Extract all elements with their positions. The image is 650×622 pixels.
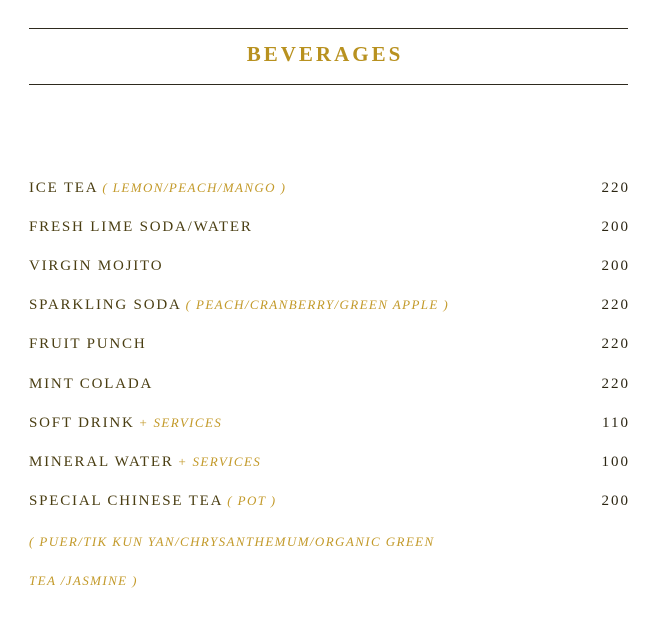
item-price: 220 — [601, 297, 630, 313]
menu-item — [29, 254, 630, 278]
item-name: FRESH LIME SODA/WATER — [29, 219, 253, 235]
item-name: MINT COLADA — [29, 376, 154, 392]
item-name: SOFT DRINK — [29, 415, 135, 431]
menu-item — [29, 450, 630, 474]
item-note: + SERVICES — [177, 454, 262, 469]
item-price: 220 — [601, 376, 630, 392]
item-name: VIRGIN MOJITO — [29, 258, 164, 274]
item-price: 200 — [601, 258, 630, 274]
item-name: MINERAL WATER — [29, 454, 174, 470]
item-name: ICE TEA — [29, 180, 99, 196]
menu-item — [29, 176, 630, 200]
item-note: ( POT ) — [227, 493, 277, 508]
top-divider — [29, 28, 628, 29]
menu-item — [29, 293, 630, 317]
item-name: FRUIT PUNCH — [29, 336, 147, 352]
menu-item — [29, 411, 630, 435]
tea-options-line-2: TEA /JASMINE ) — [29, 573, 138, 588]
item-note: ( LEMON/PEACH/MANGO ) — [102, 180, 287, 195]
tea-options-line-1: ( PUER/TIK KUN YAN/CHRYSANTHEMUM/ORGANIC GREEN — [29, 534, 435, 549]
section-title: BEVERAGES — [246, 42, 404, 66]
bottom-divider — [29, 84, 628, 85]
item-note: ( PEACH/CRANBERRY/GREEN APPLE ) — [185, 297, 450, 312]
menu-item — [29, 372, 630, 396]
item-price: 220 — [601, 180, 630, 196]
item-name: SPECIAL CHINESE TEA — [29, 493, 224, 509]
menu-item — [29, 489, 630, 513]
item-name: SPARKLING SODA — [29, 297, 182, 313]
item-price: 100 — [601, 454, 630, 470]
item-price: 110 — [602, 415, 630, 431]
menu-item — [29, 332, 630, 356]
menu-item — [29, 215, 630, 239]
item-note: + SERVICES — [138, 415, 223, 430]
item-price: 200 — [601, 219, 630, 235]
item-price: 220 — [601, 336, 630, 352]
item-price: 200 — [601, 493, 630, 509]
